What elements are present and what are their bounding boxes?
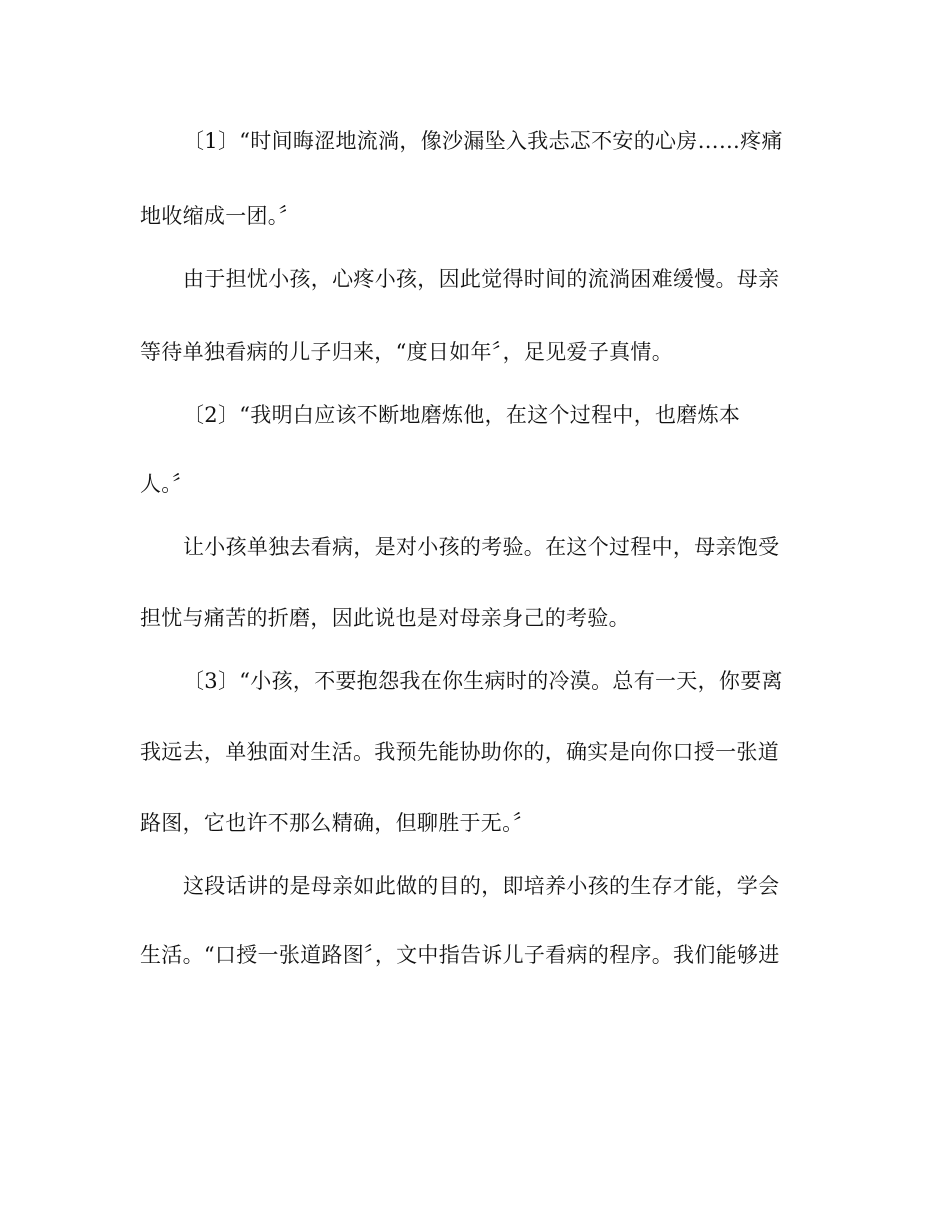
paragraph-4-line-1: 让小孩单独去看病，是对小孩的考验。在这个过程中，母亲饱受 — [183, 535, 780, 559]
paragraph-5-line-1: 〔3〕“小孩，不要抱怨我在你生病时的冷漠。总有一天，你要离 — [183, 669, 783, 693]
paragraph-5-line-3: 路图，它也许不那么精确，但聊胜于无。〞 — [140, 811, 535, 835]
paragraph-1-line-2: 地收缩成一团。〞 — [140, 204, 300, 228]
paragraph-6-line-2: 生活。“口授一张道路图〞，文中指告诉儿子看病的程序。我们能够进 — [140, 943, 780, 967]
paragraph-5-line-2: 我远去，单独面对生活。我预先能协助你的，确实是向你口授一张道 — [140, 740, 779, 764]
paragraph-4-line-2: 担忧与痛苦的折磨，因此说也是对母亲身己的考验。 — [140, 606, 630, 630]
paragraph-2-line-2: 等待单独看病的儿子归来，“度日如年〞，足见爱子真情。 — [140, 340, 674, 364]
paragraph-6-line-1: 这段话讲的是母亲如此做的目的，即培养小孩的生存才能，学会 — [183, 874, 780, 898]
paragraph-1-line-1: 〔1〕“时间晦涩地流淌，像沙漏坠入我忐忑不安的心房……疼痛 — [183, 129, 783, 153]
paragraph-3-line-2: 人。〞 — [140, 472, 194, 496]
paragraph-2-line-1: 由于担忧小孩，心疼小孩，因此觉得时间的流淌困难缓慢。母亲 — [183, 267, 780, 291]
paragraph-3-line-1: 〔2〕“我明白应该不断地磨炼他，在这个过程中，也磨炼本 — [183, 403, 741, 427]
